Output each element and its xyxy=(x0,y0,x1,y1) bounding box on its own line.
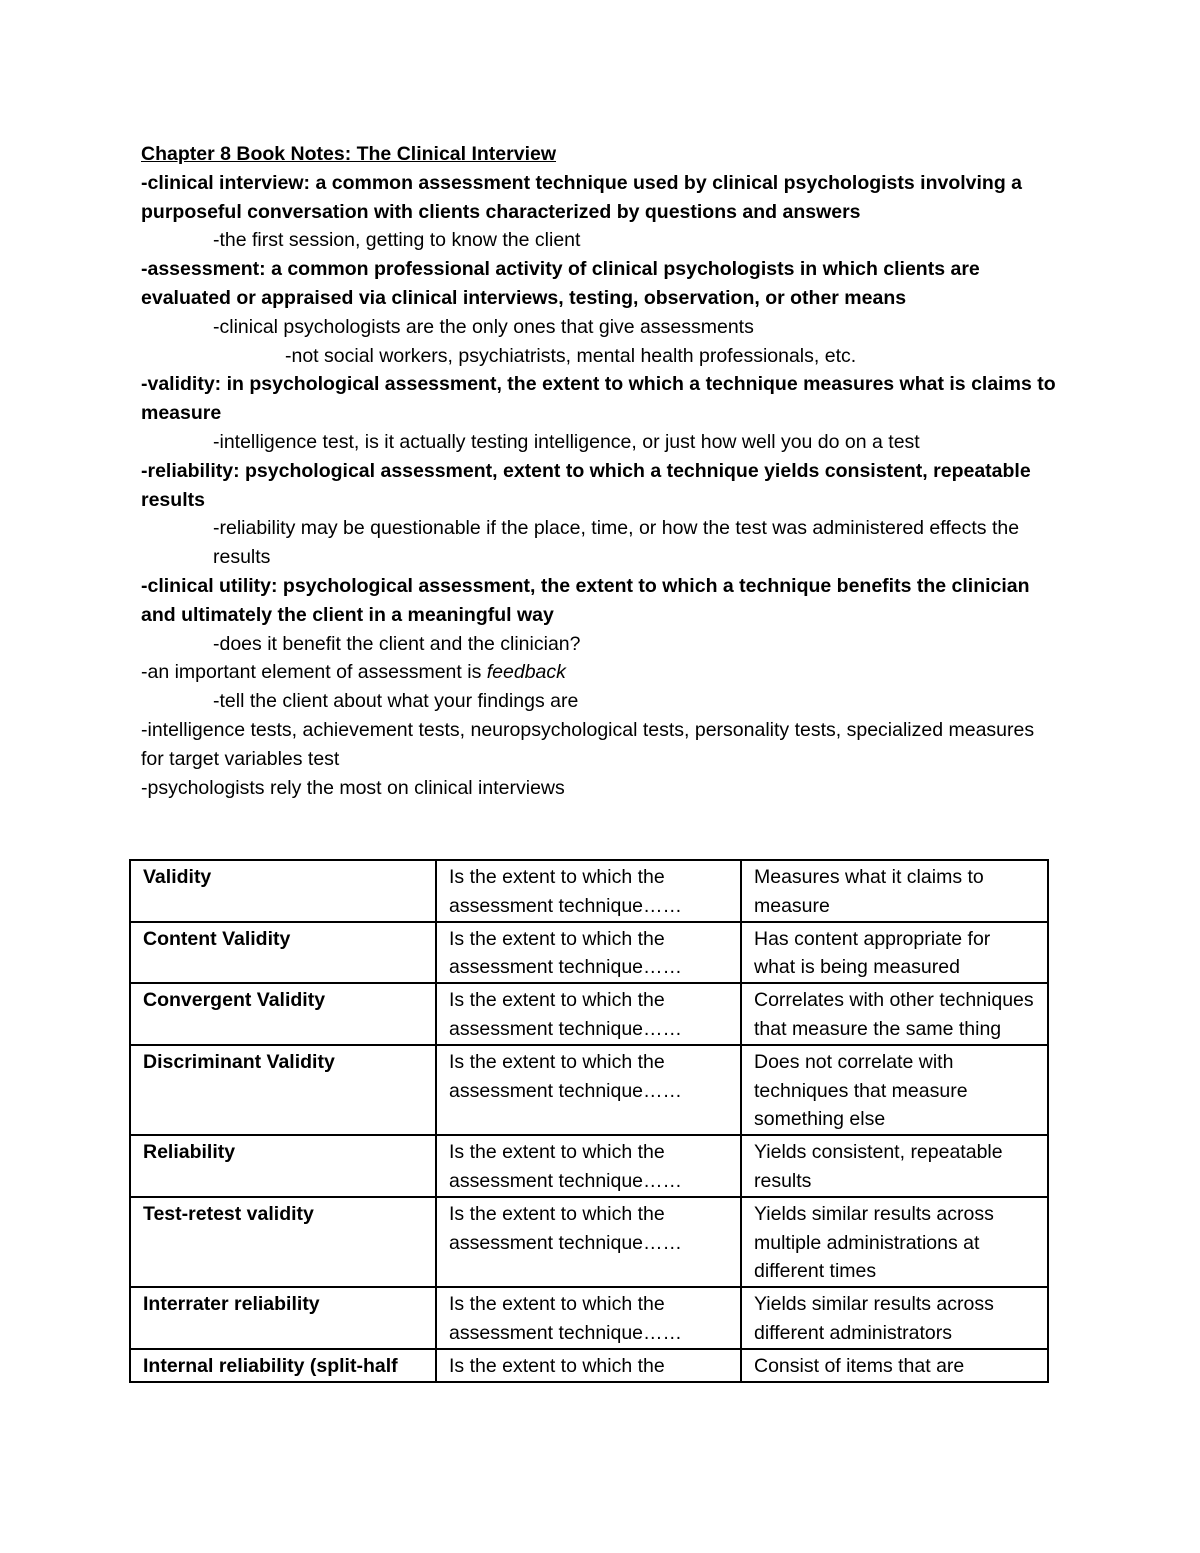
table-stem-cell: Is the extent to which the assessment technique…… xyxy=(436,860,741,922)
note-interviews: -psychologists rely the most on clinical interviews xyxy=(141,776,565,799)
table-definition-cell: Does not correlate with techniques that measure something else xyxy=(741,1045,1048,1135)
table-definition-cell: Correlates with other techniques that measure the same thing xyxy=(741,983,1048,1045)
table-term-cell: Interrater reliability xyxy=(130,1287,436,1349)
table-stem-cell: Is the extent to which the assessment technique…… xyxy=(436,1045,741,1135)
table-row xyxy=(130,860,1048,922)
note-clinical-utility: -clinical utility: psychological assessment, the extent to which a technique benefits the clinician and ultimately the client in a meaningful way xyxy=(141,574,1030,626)
table-term-cell: Validity xyxy=(130,860,436,922)
table-stem-cell: Is the extent to which the assessment technique…… xyxy=(436,983,741,1045)
table-row xyxy=(130,1197,1048,1287)
note-clinical-utility-sub: -does it benefit the client and the clinician? xyxy=(213,632,581,655)
note-validity-sub: -intelligence test, is it actually testing intelligence, or just how well you do on a test xyxy=(213,430,920,453)
table-row xyxy=(130,1287,1048,1349)
note-reliability-sub: -reliability may be questionable if the place, time, or how the test was administered effects the results xyxy=(213,517,1020,569)
table-row xyxy=(130,983,1048,1045)
note-feedback-sub: -tell the client about what your findings are xyxy=(213,690,579,713)
table-definition-cell: Yields similar results across multiple administrations at different times xyxy=(741,1197,1048,1287)
table-stem-cell: Is the extent to which the xyxy=(436,1349,741,1382)
table-stem-cell: Is the extent to which the assessment technique…… xyxy=(436,1135,741,1197)
note-reliability: -reliability: psychological assessment, extent to which a technique yields consistent, repeatable results xyxy=(141,459,1031,511)
note-feedback-word: feedback xyxy=(486,661,566,684)
table-row xyxy=(130,1045,1048,1135)
table-term-cell: Content Validity xyxy=(130,922,436,984)
table-definition-cell: Yields consistent, repeatable results xyxy=(741,1135,1048,1197)
notes-body xyxy=(141,140,1061,802)
table-definition-cell: Measures what it claims to measure xyxy=(741,860,1048,922)
note-clinical-interview-sub: -the first session, getting to know the client xyxy=(213,229,581,252)
table-term-cell: Internal reliability (split-half xyxy=(130,1349,436,1382)
note-assessment-sub: -clinical psychologists are the only ones that give assessments xyxy=(213,315,754,338)
table-definition-cell: Consist of items that are xyxy=(741,1349,1048,1382)
table-definition-cell: Yields similar results across different administrators xyxy=(741,1287,1048,1349)
table-term-cell: Convergent Validity xyxy=(130,983,436,1045)
validity-reliability-table xyxy=(129,859,1049,1383)
note-tests: -intelligence tests, achievement tests, neuropsychological tests, personality tests, specialized measures for target variables test xyxy=(141,718,1035,770)
table-stem-cell: Is the extent to which the assessment technique…… xyxy=(436,1197,741,1287)
note-feedback-prefix: -an important element of assessment is xyxy=(141,661,487,684)
document-title: Chapter 8 Book Notes: The Clinical Interview xyxy=(141,143,557,165)
table-stem-cell: Is the extent to which the assessment technique…… xyxy=(436,922,741,984)
table-term-cell: Reliability xyxy=(130,1135,436,1197)
note-clinical-interview: -clinical interview: a common assessment technique used by clinical psychologists involving a purposeful conversation with clients characterized by questions and answers xyxy=(141,171,1023,223)
table-row xyxy=(130,1349,1048,1382)
note-assessment-subsub: -not social workers, psychiatrists, mental health professionals, etc. xyxy=(285,344,857,367)
table-term-cell: Test-retest validity xyxy=(130,1197,436,1287)
table-row xyxy=(130,1135,1048,1197)
table-row xyxy=(130,922,1048,984)
note-validity: -validity: in psychological assessment, the extent to which a technique measures what is claims to measure xyxy=(141,373,1056,425)
table-stem-cell: Is the extent to which the assessment technique…… xyxy=(436,1287,741,1349)
table-term-cell: Discriminant Validity xyxy=(130,1045,436,1135)
table-definition-cell: Has content appropriate for what is being measured xyxy=(741,922,1048,984)
note-assessment: -assessment: a common professional activity of clinical psychologists in which clients are evaluated or appraised via clinical interviews, testing, observation, or other means xyxy=(141,258,980,309)
note-feedback xyxy=(141,658,1061,687)
